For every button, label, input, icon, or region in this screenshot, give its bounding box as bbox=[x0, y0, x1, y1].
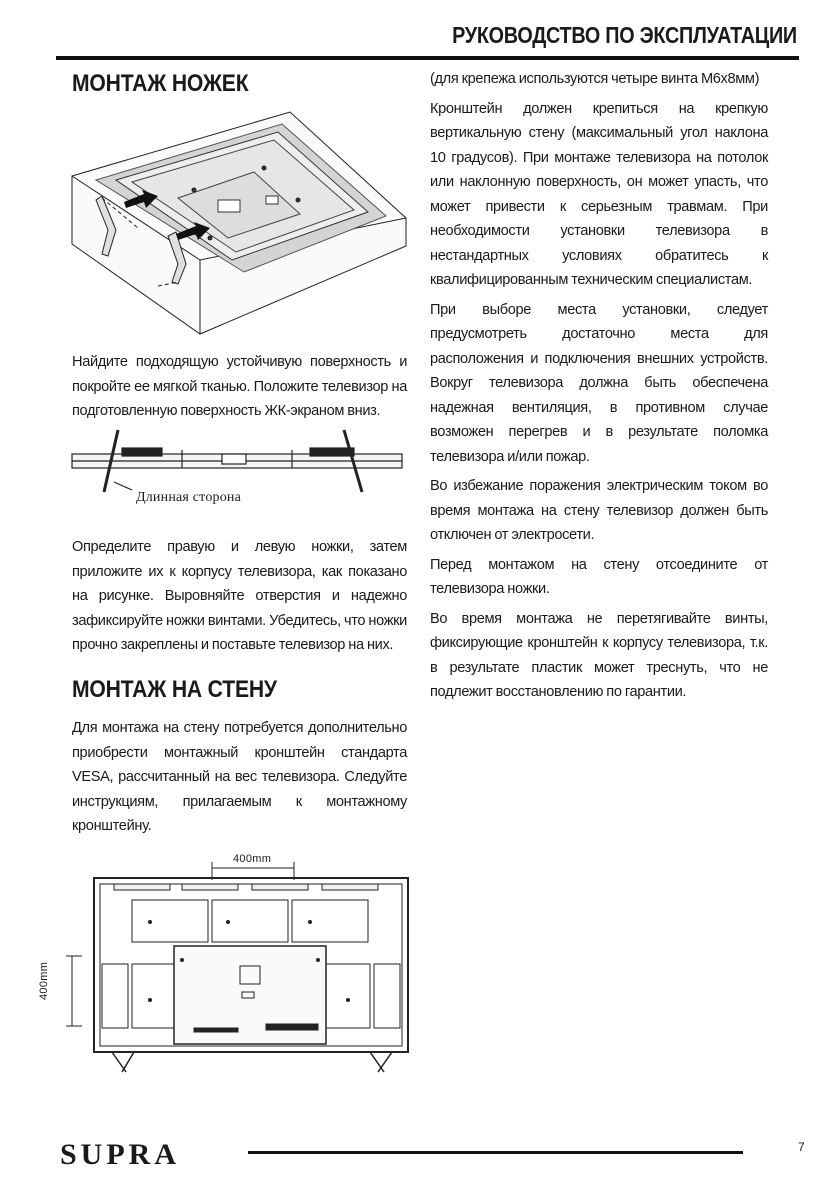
footer-rule bbox=[248, 1151, 743, 1154]
legs-paragraph-2: Определите правую и левую ножки, затем приложите их к корпусу телевизора, как показано на рисунке. Выровняйте отверстия и надежно зафиксируйте ножки винтами. Убедитесь, что ножки прочно закреплены и поставьте телевизор на них. bbox=[72, 539, 407, 653]
header-rule bbox=[56, 56, 799, 60]
right-paragraph-screws: (для крепежа используются четыре винта M6x8мм) bbox=[430, 71, 760, 87]
brand-logo: SUPRA bbox=[60, 1138, 181, 1171]
figure-tv-on-table bbox=[68, 108, 408, 344]
right-column bbox=[430, 67, 768, 705]
right-paragraph-detach-legs: Перед монтажом на стену отсоедините от телевизора ножки. bbox=[430, 556, 768, 597]
dimension-horizontal-label: 400mm bbox=[233, 853, 272, 865]
page-header-title: РУКОВОДСТВО ПО ЭКСПЛУАТАЦИИ bbox=[452, 22, 797, 48]
page-number: 7 bbox=[798, 1140, 805, 1154]
right-paragraph-bracket: Кронштейн должен крепиться на крепкую вертикальную стену (максимальный угол наклона 10 градусов). При монтаже телевизора на потолок или наклонную поверхность, он может упасть, что может привести к серьезным травмам. При необходимости установки телевизора в нестандартных условиях обратитесь к квалифицированным техническим специалистам. bbox=[430, 100, 768, 288]
right-paragraph-placement: При выборе места установки, следует предусмотреть достаточно места для расположения и подключения внешних устройств. Вокруг телевизора должна быть обеспечена надежная вентиляция, в противном случае возможен перегрев и в результате поломка телевизора и/или пожар. bbox=[430, 301, 768, 465]
legs-paragraph-1: Найдите подходящую устойчивую поверхность и покройте ее мягкой тканью. Положите телевизор на подготовленную поверхность ЖК-экраном вниз. bbox=[72, 354, 407, 419]
figure-caption-long-side: Длинная сторона bbox=[136, 490, 242, 505]
figure-vesa-mount bbox=[52, 850, 414, 1078]
right-paragraph-screws-warning: Во время монтажа не перетягивайте винты, фиксирующие кронштейн к корпусу телевизора, т.к. в результате пластик может треснуть, что не подлежит восстановлению по гарантии. bbox=[430, 610, 768, 700]
wall-paragraph-1: Для монтажа на стену потребуется дополнительно приобрести монтажный кронштейн стандарта VESA, рассчитанный на вес телевизора. Следуйте инструкциям, прилагаемым к монтажному кронштейну. bbox=[72, 720, 407, 834]
right-paragraph-electric: Во избежание поражения электрическим током во время монтажа на стену телевизор должен быть отключен от электросети. bbox=[430, 478, 768, 543]
section-heading-wall: МОНТАЖ НА СТЕНУ bbox=[72, 676, 277, 703]
dimension-vertical-label: 400mm bbox=[38, 961, 50, 1000]
section-heading-legs: МОНТАЖ НОЖЕК bbox=[72, 70, 249, 97]
